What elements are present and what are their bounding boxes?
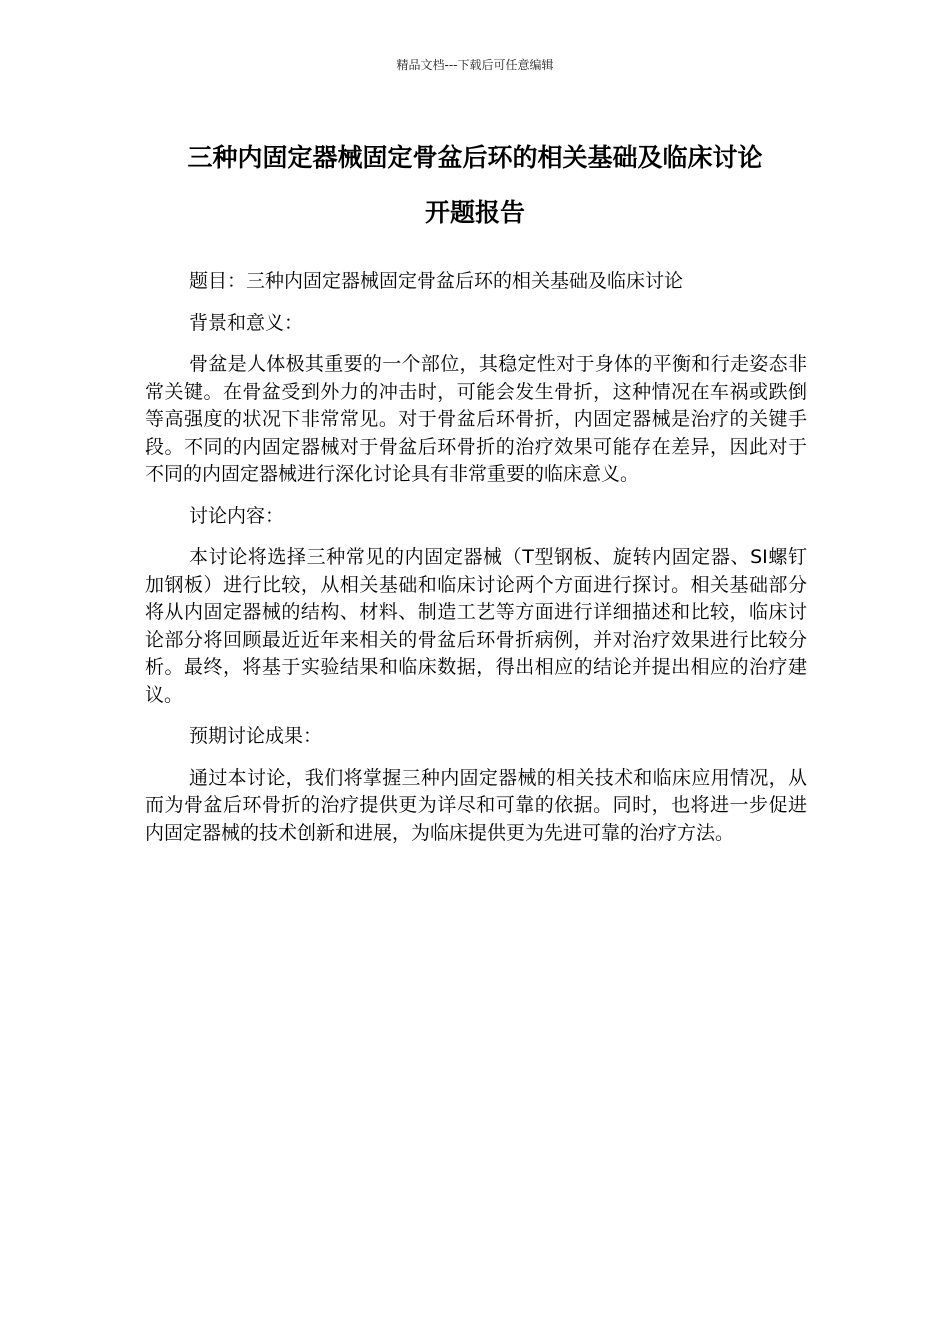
content-heading: 讨论内容： <box>189 504 285 527</box>
document-body <box>145 268 807 861</box>
document-title-line-1: 三种内固定器械固定骨盆后环的相关基础及临床讨论 <box>187 143 763 172</box>
background-paragraph: 骨盆是人体极其重要的一个部位，其稳定性对于身体的平衡和行走姿态非常关键。在骨盆受到外力的冲击时，可能会发生骨折，这种情况在车祸或跌倒等高强度的状况下非常常见。对于骨盆后环骨折，内固定器械是治疗的关键手段。不同的内固定器械对于骨盆后环骨折的治疗效果可能存在差异，因此对于不同的内固定器械进行深化讨论具有非常重要的临床意义。 <box>145 353 807 485</box>
topic-line: 题目：三种内固定器械固定骨盆后环的相关基础及临床讨论 <box>189 270 684 292</box>
results-paragraph: 通过本讨论，我们将掌握三种内固定器械的相关技术和临床应用情况，从而为骨盆后环骨折的治疗提供更为详尽和可靠的依据。同时，也将进一步促进内固定器械的技术创新和进展，为临床提供更为先进可靠的治疗方法。 <box>145 766 807 844</box>
page-header: 精品文档---下载后可任意编辑 <box>396 58 554 72</box>
document-title-line-2: 开题报告 <box>424 198 525 227</box>
results-heading: 预期讨论成果： <box>189 725 323 747</box>
document-title <box>130 130 820 240</box>
content-paragraph: 本讨论将选择三种常见的内固定器械（T型钢板、旋转内固定器、SI螺钉加钢板）进行比较，从相关基础和临床讨论两个方面进行探讨。相关基础部分将从内固定器械的结构、材料、制造工艺等方面进行详细描述和比较，临床讨论部分将回顾最近近年来相关的骨盆后环骨折病例，并对治疗效果进行比较分析。最终，将基于实验结果和临床数据，得出相应的结论并提出相应的治疗建议。 <box>145 546 807 706</box>
background-heading: 背景和意义： <box>189 311 304 334</box>
